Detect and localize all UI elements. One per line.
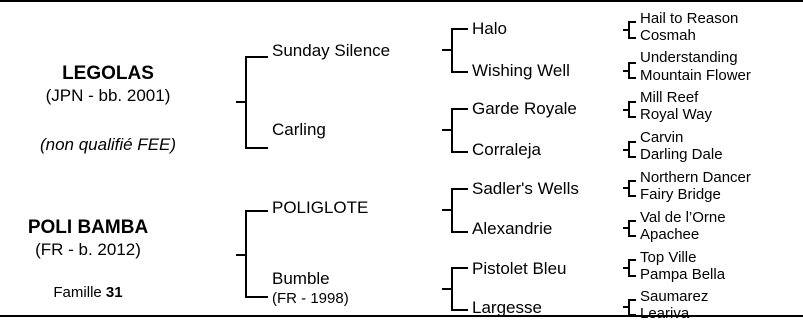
horse1-ggp-4: Mountain Flower (640, 67, 751, 84)
horse1-sire: Sunday Silence (272, 41, 391, 60)
bracket-pistolet-bleu (623, 260, 636, 276)
horse2-famille-label: Famille (53, 284, 102, 301)
horse2-info: (FR - b. 2012) (35, 240, 141, 259)
horse2-famille (53, 285, 122, 300)
horse1-ggp-2: Cosmah (640, 27, 696, 44)
horse1-dam-dam: Corraleja (472, 140, 541, 159)
horse2-ggp-6: Pampa Bella (640, 266, 726, 283)
bracket-poli-bamba-parents (236, 211, 268, 297)
bracket-alexandrie (623, 221, 636, 236)
bracket-bumble (442, 268, 468, 310)
horse1-ggp-3: Understanding (640, 49, 738, 66)
bracket-sunday-silence (442, 29, 468, 72)
bracket-carling (442, 109, 468, 152)
bracket-largesse (623, 300, 636, 315)
horse2-sire: POLIGLOTE (272, 198, 369, 217)
bracket-sadlers-wells (623, 181, 636, 196)
horse2-ggp-5: Top Ville (640, 249, 697, 266)
horse1-sire-dam: Wishing Well (472, 61, 570, 80)
horse1-ggp-1: Hail to Reason (640, 10, 739, 27)
horse2-ggp-3: Val de l’Orne (640, 209, 726, 226)
horse2-sire-dam: Alexandrie (472, 219, 553, 238)
bracket-garde-royale (623, 102, 636, 117)
horse1-ggp-6: Royal Way (640, 106, 712, 123)
horse2-ggp-4: Apachee (640, 226, 700, 243)
horse1-ggp-5: Mill Reef (640, 89, 699, 106)
horse2-name: POLI BAMBA (27, 217, 149, 238)
horse2-famille-number: 31 (105, 284, 123, 301)
bracket-corraleja (623, 142, 636, 157)
horse1-dam-sire: Garde Royale (472, 99, 577, 118)
horse1-note: (non qualifié FEE) (39, 135, 177, 154)
horse1-dam: Carling (272, 120, 326, 139)
bracket-legolas-parents (236, 57, 268, 148)
horse2-dam-info: (FR - 1998) (272, 290, 349, 307)
horse2-dam: Bumble (272, 269, 330, 288)
horse1-sire-sire: Halo (472, 19, 507, 38)
horse1-ggp-7: Carvin (640, 129, 684, 146)
horse2-sire-sire: Sadler's Wells (472, 179, 579, 198)
bracket-halo (623, 22, 636, 38)
horse2-dam-dam: Largesse (472, 298, 542, 317)
horse2-dam-sire: Pistolet Bleu (472, 259, 567, 278)
horse2-ggp-2: Fairy Bridge (640, 186, 721, 203)
horse2-ggp-1: Northern Dancer (640, 169, 751, 186)
bracket-poliglote (442, 189, 468, 232)
horse2-ggp-7: Saumarez (640, 288, 709, 305)
horse1-name: LEGOLAS (62, 63, 154, 84)
horse1-ggp-8: Darling Dale (640, 146, 723, 163)
horse2-ggp-8: Leariva (640, 305, 690, 322)
bracket-wishing-well (623, 63, 636, 78)
horse1-info: (JPN - bb. 2001) (45, 86, 171, 105)
